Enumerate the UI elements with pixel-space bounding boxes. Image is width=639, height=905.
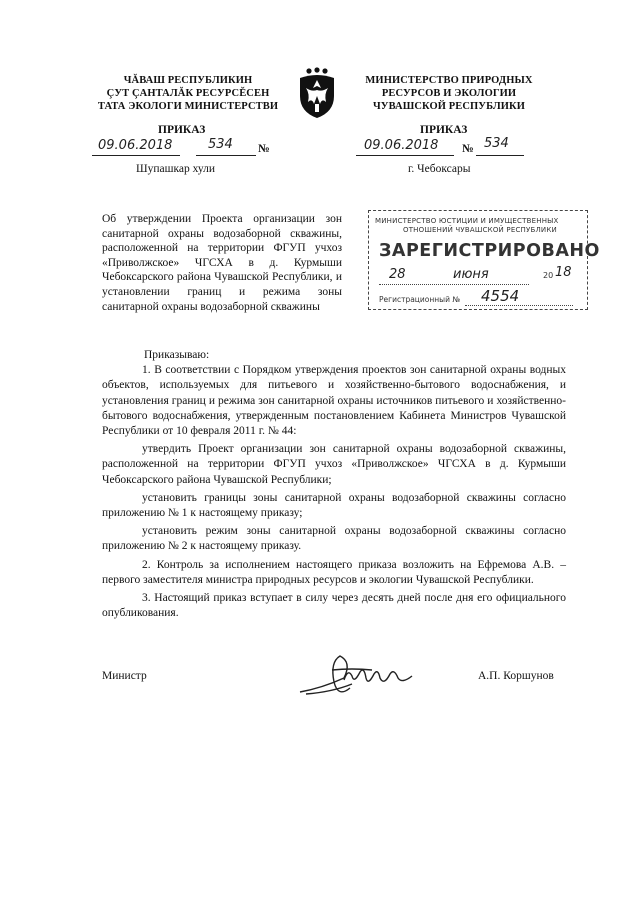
registration-stamp	[368, 210, 600, 310]
paragraph-1b: установить границы зоны санитарной охраны водозаборной скважины согласно приложению № 1 к настоящему приказу;	[102, 491, 566, 520]
header-left-line-2: ÇУТ ÇАНТАЛĂК РЕСУРСĔСЕН	[106, 88, 270, 99]
stamp-date-day: 28	[389, 267, 406, 282]
header-right-line-2: РЕСУРСОВ И ЭКОЛОГИИ	[381, 88, 517, 99]
header-right-line-3: ЧУВАШСКОЙ РЕСПУБЛИКИ	[372, 101, 526, 112]
number-line-left	[196, 155, 256, 156]
stamp-line-1: МИНИСТЕРСТВО ЮСТИЦИИ И ИМУЩЕСТВЕННЫХ	[375, 217, 559, 225]
city-right: г. Чебоксары	[408, 163, 471, 175]
handwritten-signature-icon	[292, 648, 432, 708]
paragraph-1a: утвердить Проект организации зон санитарной охраны водозаборной скважины, расположенной на территории ФГУП учхоз «Приволжское» ЧГСХА в д. Курмыши Чебоксарского района Чувашской Республики;	[102, 443, 566, 486]
signature-position: Министр	[102, 670, 147, 682]
order-date-right: 09.06.2018	[364, 138, 439, 153]
number-line-right	[476, 155, 524, 156]
order-date-left: 09.06.2018	[98, 138, 173, 153]
coat-of-arms-icon	[294, 66, 340, 120]
order-body	[102, 348, 566, 621]
paragraph-1c: установить режим зоны санитарной охраны водозаборной скважины согласно приложению № 2 к настоящему приказу.	[102, 525, 566, 553]
header-right	[354, 74, 544, 113]
stamp-reg-number: 4554	[481, 287, 520, 305]
order-subject: Об утверждении Проекта организации зон санитарной охраны водозаборной скважины, расположенной на территории ФГУП учхоз «Приволжское» ЧГСХА в д. Курмыши Чебоксарского района Чувашской Республики, и установлении границ и режима зоны санитарной охраны водозаборной скважины	[102, 213, 342, 313]
order-intro: Приказываю:	[144, 349, 210, 361]
stamp-reg-label: Регистрационный №	[379, 295, 461, 304]
header-right-line-1: МИНИСТЕРСТВО ПРИРОДНЫХ	[365, 75, 533, 86]
stamp-date-year-suffix: 18	[555, 265, 572, 280]
stamp-reg-line	[465, 305, 573, 306]
stamp-date-line	[379, 284, 529, 285]
stamp-date-year-prefix: 20	[543, 271, 554, 280]
stamp-title: ЗАРЕГИСТРИРОВАНО	[379, 241, 600, 261]
number-sign-left: №	[258, 143, 270, 155]
date-line-right	[356, 155, 454, 156]
order-number-right: 534	[484, 136, 509, 151]
number-sign-right: №	[462, 143, 474, 155]
date-line-left	[92, 155, 180, 156]
paragraph-1: 1. В соответствии с Порядком утверждения проектов зон санитарной охраны водных объектов, используемых для питьевого и хозяйственно-бытового водоснабжения, и установления границ и режима зон санитарной охраны источников питьевого и хозяйственно-бытового водоснабжения, утвержденным постановлением Кабинета Министров Чувашской Республики от 10 февраля 2011 г. № 44:	[102, 364, 566, 438]
city-left: Шупашкар хули	[136, 163, 216, 175]
paragraph-2: 2. Контроль за исполнением настоящего приказа возложить на Ефремова А.В. – первого заместителя министра природных ресурсов и экологии Чувашской Республики.	[102, 558, 566, 586]
order-number-left: 534	[208, 137, 233, 152]
order-title-left: ПРИКАЗ	[158, 124, 206, 136]
order-title-right: ПРИКАЗ	[420, 124, 468, 136]
header-left-line-1: ЧĂВАШ РЕСПУБЛИКИН	[123, 75, 253, 86]
header-left	[78, 74, 298, 113]
stamp-line-2: ОТНОШЕНИЙ ЧУВАШСКОЙ РЕСПУБЛИКИ	[403, 226, 557, 234]
header-left-line-3: ТАТА ЭКОЛОГИ МИНИСТЕРСТВИ	[97, 101, 279, 112]
paragraph-3: 3. Настоящий приказ вступает в силу через десять дней после дня его официального опубликования.	[102, 592, 566, 620]
signature-name: А.П. Коршунов	[478, 670, 554, 682]
stamp-date-month: июня	[453, 267, 489, 282]
